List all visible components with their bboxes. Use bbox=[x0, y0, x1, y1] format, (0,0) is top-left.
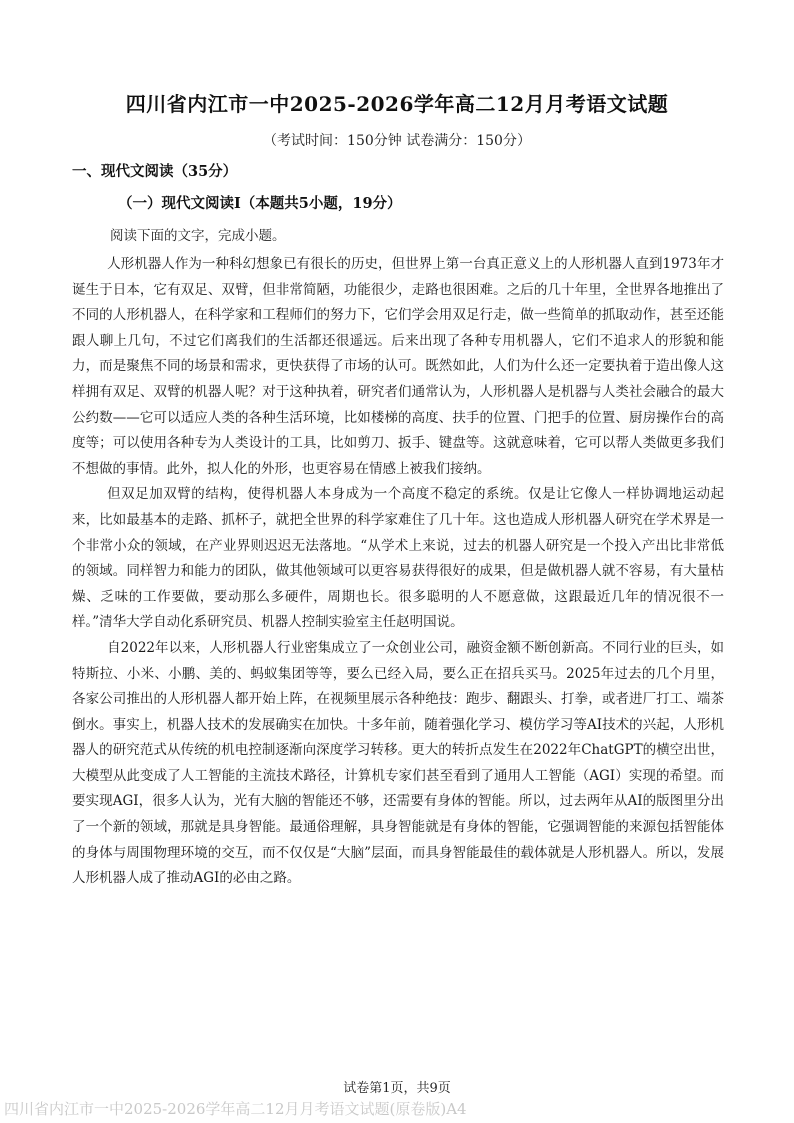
document-watermark: 四川省内江市一中2025-2026学年高二12月月考语文试题(原卷版)A4 bbox=[4, 1100, 467, 1118]
exam-info: （考试时间：150分钟 试卷满分：150分） bbox=[263, 133, 531, 149]
page-title: 四川省内江市一中2025-2026学年高二12月月考语文试题 bbox=[125, 92, 669, 116]
subsection-heading: （一）现代文阅读I（本题共5小题，19分） bbox=[118, 195, 402, 212]
passage-paragraph-2: 但双足加双臂的结构，使得机器人本身成为一个高度不稳定的系统。仅是让它像人一样协调地运动起来，比如最基本的走路、抓杯子，就把全世界的科学家难住了几十年。这也造成人形机器人研究在学术界是一个非常小众的领域，在产业界则迟迟无法落地。“从学术上来说，过去的机器人研究是一个投入产出比非常低的领域。同样智力和能力的团队，做其他领域可以更容易获得很好的成果，但是做机器人就不容易，有大量枯燥、乏味的工作要做，要动那么多硬件，周期也长。很多聪明的人不愿意做，这跟最近几年的情况很不一样。”清华大学自动化系研究员、机器人控制实验室主任赵明国说。 bbox=[72, 486, 724, 631]
reading-passage bbox=[72, 252, 724, 892]
reading-instruction: 阅读下面的文字，完成小题。 bbox=[110, 228, 286, 244]
section-heading: 一、现代文阅读（35分） bbox=[72, 163, 238, 180]
passage-paragraph-3: 自2022年以来，人形机器人行业密集成立了一众创业公司，融资金额不断创新高。不同行业的巨头，如特斯拉、小米、小鹏、美的、蚂蚁集团等等，要么已经入局，要么正在招兵买马。2025年过去的几个月里，各家公司推出的人形机器人都开始上阵，在视频里展示各种绝技：跑步、翻跟头、打拳，或者进厂打工、端茶倒水。事实上，机器人技术的发展确实在加快。十多年前，随着强化学习、模仿学习等AI技术的兴起，人形机器人的研究范式从传统的机电控制逐渐向深度学习转移。更大的转折点发生在2022年ChatGPT的横空出世，大模型从此变成了人工智能的主流技术路径，计算机专家们甚至看到了通用人工智能（AGI）实现的希望。而要实现AGI，很多人认为，光有大脑的智能还不够，还需要有身体的智能。所以，过去两年从AI的版图里分出了一个新的领域，那就是具身智能。最通俗理解，具身智能就是有身体的智能，它强调智能的来源包括智能体的身体与周围物理环境的交互，而不仅仅是“大脑”层面，而具身智能最佳的载体就是人形机器人。所以，发展人形机器人成了推动AGI的必由之路。 bbox=[72, 639, 724, 887]
page-number: 试卷第1页，共9页 bbox=[343, 1081, 451, 1096]
passage-paragraph-1: 人形机器人作为一种科幻想象已有很长的历史，但世界上第一台真正意义上的人形机器人直到1973年才诞生于日本，它有双足、双臂，但非常简陋，功能很少，走路也很困难。之后的几十年里，全世界各地推出了不同的人形机器人，在科学家和工程师们的努力下，它们学会用双足行走，做一些简单的抓取动作，甚至还能跟人聊上几句，不过它们离我们的生活都还很遥远。后来出现了各种专用机器人，它们不追求人的形貌和能力，而是聚焦不同的场景和需求，更快获得了市场的认可。既然如此，人们为什么还一定要执着于造出像人这样拥有双足、双臂的机器人呢？对于这种执着，研究者们通常认为，人形机器人是机器与人类社会融合的最大公约数——它可以适应人类的各种生活环境，比如楼梯的高度、扶手的位置、门把手的位置、厨房操作台的高度等；可以使用各种专为人类设计的工具，比如剪刀、扳手、键盘等。这就意味着，它可以帮人类做更多我们不想做的事情。此外，拟人化的外形，也更容易在情感上被我们接纳。 bbox=[72, 256, 724, 477]
